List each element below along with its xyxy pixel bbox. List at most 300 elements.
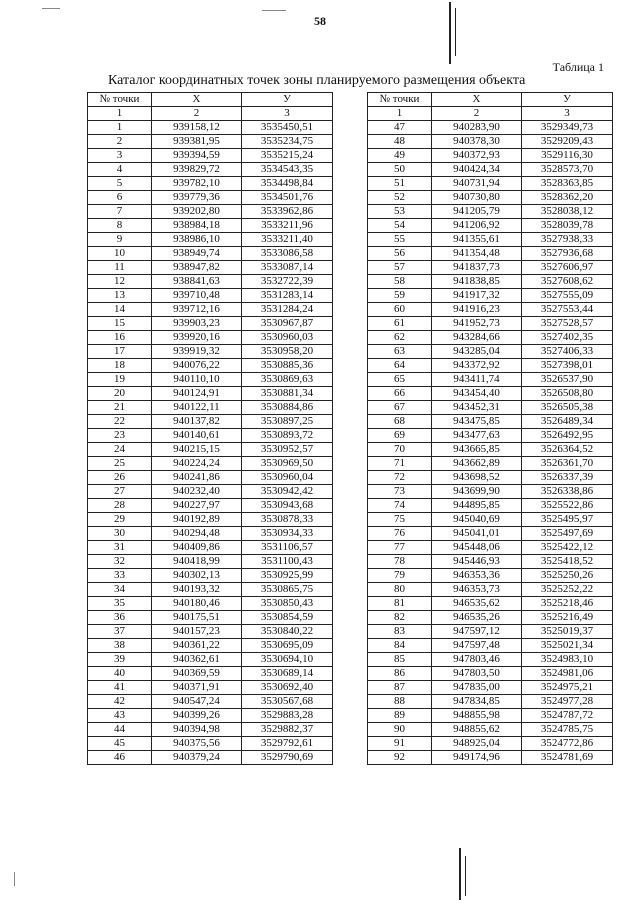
table-row xyxy=(368,429,613,443)
y-coordinate-cell: 3528362,20 xyxy=(522,191,613,205)
table-row xyxy=(88,625,333,639)
table-row xyxy=(88,667,333,681)
x-coordinate-cell: 939394,59 xyxy=(152,149,242,163)
y-coordinate-cell: 3526492,95 xyxy=(522,429,613,443)
y-coordinate-cell: 3525019,37 xyxy=(522,625,613,639)
table-row xyxy=(88,513,333,527)
table-row xyxy=(368,527,613,541)
point-number-cell: 80 xyxy=(368,583,432,597)
point-number-cell: 7 xyxy=(88,205,152,219)
x-coordinate-cell: 943452,31 xyxy=(432,401,522,415)
table-row xyxy=(88,359,333,373)
coordinates-table-right xyxy=(367,92,613,765)
point-number-cell: 42 xyxy=(88,695,152,709)
point-number-cell: 29 xyxy=(88,513,152,527)
y-coordinate-cell: 3530942,42 xyxy=(242,485,333,499)
table-row xyxy=(88,443,333,457)
y-coordinate-cell: 3524772,86 xyxy=(522,737,613,751)
y-coordinate-cell: 3534501,76 xyxy=(242,191,333,205)
table-row xyxy=(88,751,333,765)
point-number-cell: 18 xyxy=(88,359,152,373)
point-number-cell: 64 xyxy=(368,359,432,373)
table-row xyxy=(368,205,613,219)
y-coordinate-cell: 3527606,97 xyxy=(522,261,613,275)
table-row xyxy=(368,541,613,555)
y-coordinate-cell: 3526489,34 xyxy=(522,415,613,429)
y-coordinate-cell: 3530925,99 xyxy=(242,569,333,583)
x-coordinate-cell: 940375,56 xyxy=(152,737,242,751)
y-coordinate-cell: 3525021,34 xyxy=(522,639,613,653)
point-number-cell: 4 xyxy=(88,163,152,177)
x-coordinate-cell: 940232,40 xyxy=(152,485,242,499)
table-row xyxy=(88,737,333,751)
y-coordinate-cell: 3530960,03 xyxy=(242,331,333,345)
x-coordinate-cell: 940409,86 xyxy=(152,541,242,555)
x-coordinate-cell: 943665,85 xyxy=(432,443,522,457)
table-row xyxy=(88,191,333,205)
table-row xyxy=(368,219,613,233)
scan-speck xyxy=(14,872,15,886)
y-coordinate-cell: 3526361,70 xyxy=(522,457,613,471)
y-coordinate-cell: 3530967,87 xyxy=(242,317,333,331)
x-coordinate-cell: 948925,04 xyxy=(432,737,522,751)
point-number-cell: 82 xyxy=(368,611,432,625)
x-coordinate-cell: 940372,93 xyxy=(432,149,522,163)
table-row xyxy=(368,681,613,695)
table-row xyxy=(368,317,613,331)
point-number-cell: 34 xyxy=(88,583,152,597)
table-row xyxy=(88,653,333,667)
y-coordinate-cell: 3530689,14 xyxy=(242,667,333,681)
x-coordinate-cell: 939710,48 xyxy=(152,289,242,303)
header-y: У xyxy=(242,93,333,107)
x-coordinate-cell: 940241,86 xyxy=(152,471,242,485)
x-coordinate-cell: 940193,32 xyxy=(152,583,242,597)
y-coordinate-cell: 3524983,10 xyxy=(522,653,613,667)
header-y: У xyxy=(522,93,613,107)
table-row xyxy=(88,583,333,597)
scan-speck xyxy=(262,10,286,11)
table-row xyxy=(88,681,333,695)
point-number-cell: 63 xyxy=(368,345,432,359)
point-number-cell: 75 xyxy=(368,513,432,527)
table-row xyxy=(368,611,613,625)
point-number-cell: 5 xyxy=(88,177,152,191)
y-coordinate-cell: 3530865,75 xyxy=(242,583,333,597)
x-coordinate-cell: 938984,18 xyxy=(152,219,242,233)
point-number-cell: 31 xyxy=(88,541,152,555)
y-coordinate-cell: 3533962,86 xyxy=(242,205,333,219)
x-coordinate-cell: 939829,72 xyxy=(152,163,242,177)
y-coordinate-cell: 3533087,14 xyxy=(242,261,333,275)
x-coordinate-cell: 949174,96 xyxy=(432,751,522,765)
y-coordinate-cell: 3530958,20 xyxy=(242,345,333,359)
y-coordinate-cell: 3530943,68 xyxy=(242,499,333,513)
x-coordinate-cell: 939779,36 xyxy=(152,191,242,205)
scan-speck xyxy=(42,8,60,9)
table-row xyxy=(88,247,333,261)
y-coordinate-cell: 3529883,28 xyxy=(242,709,333,723)
table-row xyxy=(368,709,613,723)
table-row xyxy=(368,247,613,261)
x-coordinate-cell: 947834,85 xyxy=(432,695,522,709)
column-number: 2 xyxy=(432,107,522,121)
point-number-cell: 39 xyxy=(88,653,152,667)
table-row xyxy=(368,485,613,499)
point-number-cell: 76 xyxy=(368,527,432,541)
table-row xyxy=(88,485,333,499)
x-coordinate-cell: 945446,93 xyxy=(432,555,522,569)
table-row xyxy=(88,723,333,737)
y-coordinate-cell: 3530850,43 xyxy=(242,597,333,611)
y-coordinate-cell: 3530952,57 xyxy=(242,443,333,457)
y-coordinate-cell: 3527528,57 xyxy=(522,317,613,331)
table-row xyxy=(368,457,613,471)
y-coordinate-cell: 3526537,90 xyxy=(522,373,613,387)
table-row xyxy=(88,317,333,331)
y-coordinate-cell: 3525216,49 xyxy=(522,611,613,625)
point-number-cell: 74 xyxy=(368,499,432,513)
page-number: 58 xyxy=(314,14,326,28)
y-coordinate-cell: 3533086,58 xyxy=(242,247,333,261)
point-number-cell: 72 xyxy=(368,471,432,485)
point-number-cell: 30 xyxy=(88,527,152,541)
x-coordinate-cell: 940302,13 xyxy=(152,569,242,583)
x-coordinate-cell: 941205,79 xyxy=(432,205,522,219)
point-number-cell: 47 xyxy=(368,121,432,135)
y-coordinate-cell: 3527936,68 xyxy=(522,247,613,261)
y-coordinate-cell: 3530854,59 xyxy=(242,611,333,625)
table-row xyxy=(368,191,613,205)
table-row xyxy=(368,653,613,667)
x-coordinate-cell: 940424,34 xyxy=(432,163,522,177)
x-coordinate-cell: 940122,11 xyxy=(152,401,242,415)
point-number-cell: 19 xyxy=(88,373,152,387)
table-row xyxy=(88,345,333,359)
x-coordinate-cell: 947803,46 xyxy=(432,653,522,667)
x-coordinate-cell: 943698,52 xyxy=(432,471,522,485)
x-coordinate-cell: 940227,97 xyxy=(152,499,242,513)
point-number-cell: 11 xyxy=(88,261,152,275)
y-coordinate-cell: 3527608,62 xyxy=(522,275,613,289)
table-row xyxy=(368,471,613,485)
x-coordinate-cell: 940361,22 xyxy=(152,639,242,653)
y-coordinate-cell: 3524981,06 xyxy=(522,667,613,681)
point-number-cell: 59 xyxy=(368,289,432,303)
table-row xyxy=(88,527,333,541)
x-coordinate-cell: 946535,62 xyxy=(432,597,522,611)
x-coordinate-cell: 941837,73 xyxy=(432,261,522,275)
point-number-cell: 86 xyxy=(368,667,432,681)
y-coordinate-cell: 3525495,97 xyxy=(522,513,613,527)
point-number-cell: 78 xyxy=(368,555,432,569)
y-coordinate-cell: 3531106,57 xyxy=(242,541,333,555)
x-coordinate-cell: 939158,12 xyxy=(152,121,242,135)
y-coordinate-cell: 3530960,04 xyxy=(242,471,333,485)
x-coordinate-cell: 939202,80 xyxy=(152,205,242,219)
point-number-cell: 70 xyxy=(368,443,432,457)
y-coordinate-cell: 3530934,33 xyxy=(242,527,333,541)
table-row xyxy=(88,149,333,163)
x-coordinate-cell: 941838,85 xyxy=(432,275,522,289)
x-coordinate-cell: 944895,85 xyxy=(432,499,522,513)
x-coordinate-cell: 940140,61 xyxy=(152,429,242,443)
point-number-cell: 52 xyxy=(368,191,432,205)
header-point-number: № точки xyxy=(368,93,432,107)
table-row xyxy=(88,429,333,443)
table-row xyxy=(368,275,613,289)
x-coordinate-cell: 945040,69 xyxy=(432,513,522,527)
y-coordinate-cell: 3525422,12 xyxy=(522,541,613,555)
x-coordinate-cell: 938947,82 xyxy=(152,261,242,275)
y-coordinate-cell: 3525418,52 xyxy=(522,555,613,569)
table-row xyxy=(88,219,333,233)
table-row xyxy=(88,695,333,709)
table-row xyxy=(88,121,333,135)
point-number-cell: 61 xyxy=(368,317,432,331)
point-number-cell: 46 xyxy=(88,751,152,765)
y-coordinate-cell: 3530884,86 xyxy=(242,401,333,415)
y-coordinate-cell: 3535234,75 xyxy=(242,135,333,149)
x-coordinate-cell: 941354,48 xyxy=(432,247,522,261)
point-number-cell: 38 xyxy=(88,639,152,653)
table-row xyxy=(88,289,333,303)
y-coordinate-cell: 3528573,70 xyxy=(522,163,613,177)
table-row xyxy=(368,597,613,611)
y-coordinate-cell: 3527406,33 xyxy=(522,345,613,359)
point-number-cell: 1 xyxy=(88,121,152,135)
table-row xyxy=(368,401,613,415)
x-coordinate-cell: 940215,15 xyxy=(152,443,242,457)
y-coordinate-cell: 3527938,33 xyxy=(522,233,613,247)
point-number-cell: 53 xyxy=(368,205,432,219)
x-coordinate-cell: 940110,10 xyxy=(152,373,242,387)
x-coordinate-cell: 940124,91 xyxy=(152,387,242,401)
binding-mark-top-thin xyxy=(455,8,456,56)
point-number-cell: 69 xyxy=(368,429,432,443)
x-coordinate-cell: 940157,23 xyxy=(152,625,242,639)
header-row xyxy=(88,93,333,107)
x-coordinate-cell: 939919,32 xyxy=(152,345,242,359)
x-coordinate-cell: 945448,06 xyxy=(432,541,522,555)
point-number-cell: 14 xyxy=(88,303,152,317)
x-coordinate-cell: 938841,63 xyxy=(152,275,242,289)
x-coordinate-cell: 941206,92 xyxy=(432,219,522,233)
column-number: 3 xyxy=(242,107,333,121)
point-number-cell: 56 xyxy=(368,247,432,261)
y-coordinate-cell: 3530840,22 xyxy=(242,625,333,639)
table-row xyxy=(88,639,333,653)
point-number-cell: 16 xyxy=(88,331,152,345)
point-number-cell: 84 xyxy=(368,639,432,653)
y-coordinate-cell: 3529790,69 xyxy=(242,751,333,765)
x-coordinate-cell: 940362,61 xyxy=(152,653,242,667)
x-coordinate-cell: 940224,24 xyxy=(152,457,242,471)
y-coordinate-cell: 3529792,61 xyxy=(242,737,333,751)
point-number-cell: 24 xyxy=(88,443,152,457)
table-row xyxy=(88,233,333,247)
table-row xyxy=(88,569,333,583)
x-coordinate-cell: 940192,89 xyxy=(152,513,242,527)
y-coordinate-cell: 3525218,46 xyxy=(522,597,613,611)
x-coordinate-cell: 940399,26 xyxy=(152,709,242,723)
y-coordinate-cell: 3526364,52 xyxy=(522,443,613,457)
table-row xyxy=(368,359,613,373)
point-number-cell: 66 xyxy=(368,387,432,401)
point-number-cell: 60 xyxy=(368,303,432,317)
column-number-row xyxy=(368,107,613,121)
point-number-cell: 28 xyxy=(88,499,152,513)
y-coordinate-cell: 3527553,44 xyxy=(522,303,613,317)
point-number-cell: 83 xyxy=(368,625,432,639)
x-coordinate-cell: 940076,22 xyxy=(152,359,242,373)
point-number-cell: 65 xyxy=(368,373,432,387)
point-number-cell: 90 xyxy=(368,723,432,737)
x-coordinate-cell: 943699,90 xyxy=(432,485,522,499)
y-coordinate-cell: 3535215,24 xyxy=(242,149,333,163)
point-number-cell: 21 xyxy=(88,401,152,415)
y-coordinate-cell: 3530881,34 xyxy=(242,387,333,401)
table-row xyxy=(88,135,333,149)
point-number-cell: 20 xyxy=(88,387,152,401)
point-number-cell: 17 xyxy=(88,345,152,359)
table-row xyxy=(368,345,613,359)
table-row xyxy=(368,135,613,149)
y-coordinate-cell: 3529349,73 xyxy=(522,121,613,135)
x-coordinate-cell: 947597,12 xyxy=(432,625,522,639)
y-coordinate-cell: 3530897,25 xyxy=(242,415,333,429)
x-coordinate-cell: 939712,16 xyxy=(152,303,242,317)
x-coordinate-cell: 940378,30 xyxy=(432,135,522,149)
table-row xyxy=(88,163,333,177)
header-x: X xyxy=(152,93,242,107)
x-coordinate-cell: 943454,40 xyxy=(432,387,522,401)
point-number-cell: 85 xyxy=(368,653,432,667)
y-coordinate-cell: 3524787,72 xyxy=(522,709,613,723)
table-row xyxy=(88,541,333,555)
table-row xyxy=(88,205,333,219)
point-number-cell: 51 xyxy=(368,177,432,191)
table-row xyxy=(368,163,613,177)
table-row xyxy=(88,471,333,485)
point-number-cell: 26 xyxy=(88,471,152,485)
x-coordinate-cell: 941916,23 xyxy=(432,303,522,317)
table-row xyxy=(368,695,613,709)
y-coordinate-cell: 3526508,80 xyxy=(522,387,613,401)
x-coordinate-cell: 940137,82 xyxy=(152,415,242,429)
x-coordinate-cell: 940180,46 xyxy=(152,597,242,611)
x-coordinate-cell: 940175,51 xyxy=(152,611,242,625)
point-number-cell: 23 xyxy=(88,429,152,443)
y-coordinate-cell: 3529209,43 xyxy=(522,135,613,149)
x-coordinate-cell: 940283,90 xyxy=(432,121,522,135)
column-number: 1 xyxy=(88,107,152,121)
point-number-cell: 57 xyxy=(368,261,432,275)
table-row xyxy=(88,401,333,415)
y-coordinate-cell: 3527398,01 xyxy=(522,359,613,373)
x-coordinate-cell: 939782,10 xyxy=(152,177,242,191)
table-row xyxy=(368,639,613,653)
column-number: 2 xyxy=(152,107,242,121)
point-number-cell: 87 xyxy=(368,681,432,695)
point-number-cell: 54 xyxy=(368,219,432,233)
point-number-cell: 67 xyxy=(368,401,432,415)
table-row xyxy=(368,667,613,681)
x-coordinate-cell: 945041,01 xyxy=(432,527,522,541)
y-coordinate-cell: 3528038,12 xyxy=(522,205,613,219)
table-caption: Каталог координатных точек зоны планируемого размещения объекта xyxy=(108,73,526,88)
y-coordinate-cell: 3532722,39 xyxy=(242,275,333,289)
y-coordinate-cell: 3530885,36 xyxy=(242,359,333,373)
y-coordinate-cell: 3525252,22 xyxy=(522,583,613,597)
x-coordinate-cell: 940547,24 xyxy=(152,695,242,709)
x-coordinate-cell: 939381,95 xyxy=(152,135,242,149)
table-row xyxy=(368,555,613,569)
point-number-cell: 79 xyxy=(368,569,432,583)
table-row xyxy=(88,499,333,513)
x-coordinate-cell: 940418,99 xyxy=(152,555,242,569)
point-number-cell: 45 xyxy=(88,737,152,751)
point-number-cell: 77 xyxy=(368,541,432,555)
point-number-cell: 58 xyxy=(368,275,432,289)
y-coordinate-cell: 3524781,69 xyxy=(522,751,613,765)
table-row xyxy=(88,611,333,625)
table-row xyxy=(368,177,613,191)
point-number-cell: 35 xyxy=(88,597,152,611)
point-number-cell: 6 xyxy=(88,191,152,205)
point-number-cell: 22 xyxy=(88,415,152,429)
point-number-cell: 13 xyxy=(88,289,152,303)
x-coordinate-cell: 939903,23 xyxy=(152,317,242,331)
y-coordinate-cell: 3529116,30 xyxy=(522,149,613,163)
table-row xyxy=(88,275,333,289)
y-coordinate-cell: 3530969,50 xyxy=(242,457,333,471)
y-coordinate-cell: 3534498,84 xyxy=(242,177,333,191)
y-coordinate-cell: 3530692,40 xyxy=(242,681,333,695)
column-number: 1 xyxy=(368,107,432,121)
table-row xyxy=(88,457,333,471)
table-row xyxy=(368,303,613,317)
point-number-cell: 36 xyxy=(88,611,152,625)
x-coordinate-cell: 940731,94 xyxy=(432,177,522,191)
point-number-cell: 12 xyxy=(88,275,152,289)
point-number-cell: 10 xyxy=(88,247,152,261)
y-coordinate-cell: 3524977,28 xyxy=(522,695,613,709)
y-coordinate-cell: 3528039,78 xyxy=(522,219,613,233)
x-coordinate-cell: 946353,36 xyxy=(432,569,522,583)
table-row xyxy=(368,233,613,247)
x-coordinate-cell: 943372,92 xyxy=(432,359,522,373)
y-coordinate-cell: 3526505,38 xyxy=(522,401,613,415)
header-x: X xyxy=(432,93,522,107)
point-number-cell: 25 xyxy=(88,457,152,471)
x-coordinate-cell: 943662,89 xyxy=(432,457,522,471)
y-coordinate-cell: 3531284,24 xyxy=(242,303,333,317)
x-coordinate-cell: 940379,24 xyxy=(152,751,242,765)
table-row xyxy=(88,261,333,275)
binding-mark-bottom xyxy=(459,848,461,900)
x-coordinate-cell: 943411,74 xyxy=(432,373,522,387)
x-coordinate-cell: 943284,66 xyxy=(432,331,522,345)
y-coordinate-cell: 3528363,85 xyxy=(522,177,613,191)
table-row xyxy=(368,569,613,583)
table-row xyxy=(368,625,613,639)
y-coordinate-cell: 3526338,86 xyxy=(522,485,613,499)
x-coordinate-cell: 940394,98 xyxy=(152,723,242,737)
y-coordinate-cell: 3530878,33 xyxy=(242,513,333,527)
table-row xyxy=(88,709,333,723)
table-row xyxy=(368,415,613,429)
